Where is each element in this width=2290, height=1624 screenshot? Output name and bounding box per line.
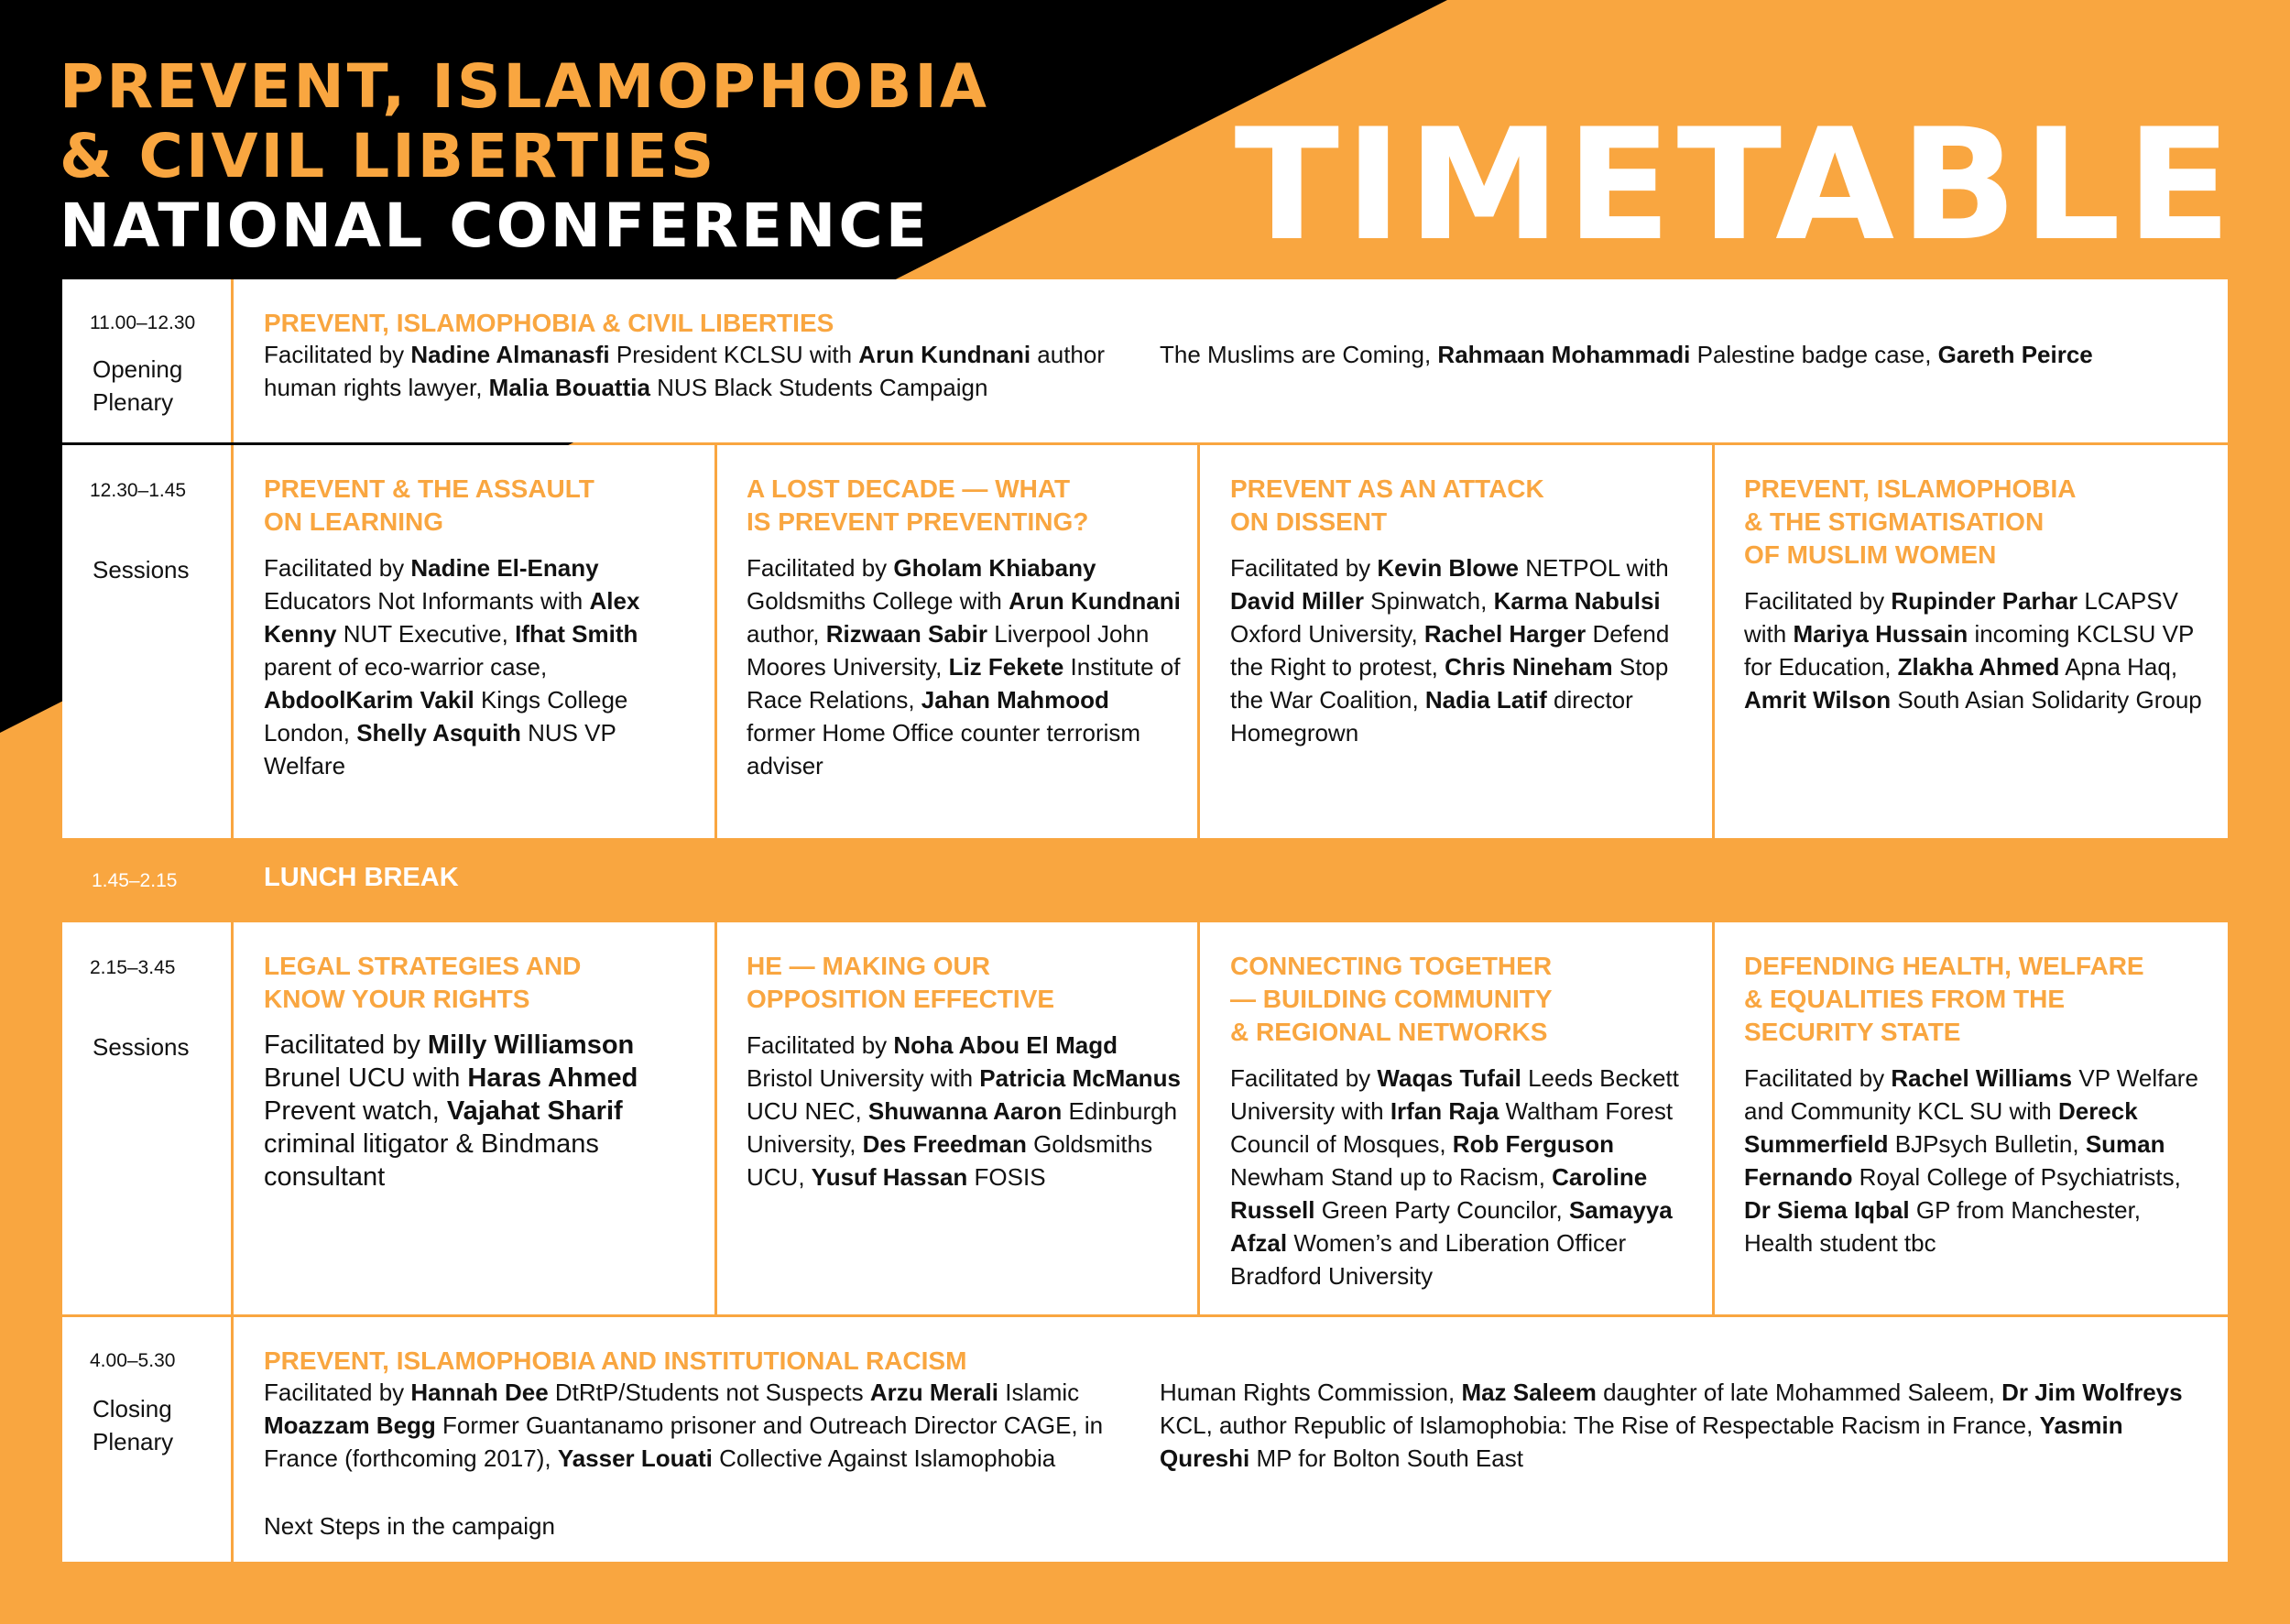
session-description-continued <box>1160 1376 2204 1475</box>
session-description <box>264 551 699 782</box>
participant-name: Suman Fernando <box>1744 1130 2165 1191</box>
divider <box>1197 445 1200 838</box>
morning-sessions-row <box>62 445 2228 838</box>
time-slot: 11.00–12.30 <box>90 312 196 333</box>
participant-name: Rizwaan Sabir <box>825 620 988 648</box>
session-cell <box>1744 473 2211 716</box>
session-cell <box>264 307 2197 340</box>
description-text: Institute of Race Relations, <box>747 653 1181 714</box>
description-text: Goldsmiths College with <box>747 587 1009 615</box>
description-text: Facilitated by <box>1744 1064 1892 1092</box>
description-text: Defend the Right to protest, <box>1230 620 1670 681</box>
participant-name: Dr Jim Wolfreys <box>2001 1379 2183 1406</box>
divider <box>714 922 717 1314</box>
participant-name: Irfan Raja <box>1390 1097 1499 1125</box>
participant-name: Kevin Blowe <box>1377 554 1519 582</box>
session-title: A LOST DECADE — WHAT IS PREVENT PREVENTING? <box>747 474 1089 536</box>
participant-name: Arun Kundnani <box>858 341 1031 368</box>
divider <box>1712 445 1715 838</box>
description-text: Women’s and Liberation Officer Bradford University <box>1230 1229 1627 1290</box>
participant-name: Maz Saleem <box>1461 1379 1597 1406</box>
description-text: Oxford University, <box>1230 620 1424 648</box>
participant-name: Milly Williamson <box>427 1030 635 1060</box>
description-text: Human Rights Commission, <box>1160 1379 1462 1406</box>
session-cell <box>264 473 699 782</box>
description-text: LCAPSV with <box>1744 587 2178 648</box>
participant-name: AbdoolKarim Vakil <box>264 686 474 714</box>
description-text: NUT Executive, <box>336 620 516 648</box>
afternoon-sessions-row <box>62 922 2228 1314</box>
slot-label: Sessions <box>93 1033 190 1061</box>
description-text: MP for Bolton South East <box>1249 1444 1523 1472</box>
description-text: Former Guantanamo prisoner and Outreach Director CAGE, in France (forthcoming 2017), <box>264 1411 1104 1472</box>
description-text: Green Party Councilor, <box>1314 1196 1569 1224</box>
participant-name: Arzu Merali <box>869 1379 999 1406</box>
participant-name: Rahmaan Mohammadi <box>1437 341 1691 368</box>
description-text: Newham Stand up to Racism, <box>1230 1163 1553 1191</box>
divider <box>231 279 234 442</box>
participant-name: Vajahat Sharif <box>446 1096 623 1126</box>
participant-name: Yasser Louati <box>557 1444 713 1472</box>
description-text: NETPOL with <box>1519 554 1669 582</box>
description-text: NUS VP Welfare <box>264 719 616 779</box>
participant-name: Nadine Almanasfi <box>410 341 610 368</box>
description-text: UCU NEC, <box>747 1097 868 1125</box>
description-text: Brunel UCU with <box>264 1063 468 1093</box>
description-text: Palestine badge case, <box>1690 341 1938 368</box>
participant-name: Chris Nineham <box>1445 653 1613 681</box>
divider <box>714 445 717 838</box>
participant-name: Rachel Williams <box>1891 1064 2073 1092</box>
participant-name: Liz Fekete <box>948 653 1064 681</box>
session-title: PREVENT & THE ASSAULT ON LEARNING <box>264 474 594 536</box>
participant-name: Des Freedman <box>862 1130 1027 1158</box>
description-text: Facilitated by <box>747 1031 894 1059</box>
participant-name: Patricia McManus <box>979 1064 1181 1092</box>
participant-name: Samayya Afzal <box>1230 1196 1673 1257</box>
participant-name: Rob Ferguson <box>1452 1130 1615 1158</box>
participant-name: Arun Kundnani <box>1009 587 1181 615</box>
session-title: LEGAL STRATEGIES AND KNOW YOUR RIGHTS <box>264 952 582 1013</box>
description-text: Facilitated by <box>264 1030 428 1060</box>
participant-name: Amrit Wilson <box>1744 686 1892 714</box>
participant-name: Rupinder Parhar <box>1891 587 2078 615</box>
session-description <box>1744 584 2211 716</box>
description-text: VP Welfare and Community KCL SU with <box>1744 1064 2198 1125</box>
description-text: GP from Manchester, Health student tbc <box>1744 1196 2142 1257</box>
description-text: DtRtP/Students not Suspects <box>548 1379 870 1406</box>
session-cell <box>747 950 1182 1193</box>
description-text: incoming KCLSU VP for Education, <box>1744 620 2194 681</box>
slot-label: Closing Plenary <box>93 1395 174 1455</box>
description-text: Waltham Forest Council of Mosques, <box>1230 1097 1674 1158</box>
next-steps-text: Next Steps in the campaign <box>264 1512 555 1540</box>
description-text: former Home Office counter terrorism adviser <box>747 719 1141 779</box>
session-description <box>264 1376 1143 1475</box>
participant-name: Malia Bouattia <box>488 374 650 401</box>
description-text: BJPsych Bulletin, <box>1888 1130 2086 1158</box>
description-text: Kings College London, <box>264 686 628 747</box>
participant-name: Moazzam Begg <box>264 1411 436 1439</box>
description-text: President KCLSU with <box>609 341 859 368</box>
session-cell <box>264 950 699 1193</box>
session-cell <box>1230 950 1697 1292</box>
session-cell <box>1744 950 2211 1259</box>
description-text: Facilitated by <box>1744 587 1892 615</box>
description-text: Apna Haq, <box>2059 653 2178 681</box>
participant-name: Alex Kenny <box>264 587 640 648</box>
participant-name: Hannah Dee <box>410 1379 549 1406</box>
divider <box>1712 922 1715 1314</box>
session-title: HE — MAKING OUR OPPOSITION EFFECTIVE <box>747 952 1055 1013</box>
description-text: parent of eco-warrior case, <box>264 653 548 681</box>
description-text: Facilitated by <box>264 341 411 368</box>
description-text: daughter of late Mohammed Saleem, <box>1596 1379 2002 1406</box>
lunch-break-title: LUNCH BREAK <box>264 863 459 892</box>
participant-name: Dr Siema Iqbal <box>1744 1196 1910 1224</box>
description-text: The Muslims are Coming, <box>1160 341 1438 368</box>
description-text: Facilitated by <box>264 554 411 582</box>
session-title: DEFENDING HEALTH, WELFARE & EQUALITIES FROM THE SECURITY STATE <box>1744 952 2144 1046</box>
timetable-heading: TIMETABLE <box>1234 95 2237 275</box>
participant-name: Nadine El-Enany <box>410 554 599 582</box>
participant-name: Dereck Summerfield <box>1744 1097 2138 1158</box>
description-text: Educators Not Informants with <box>264 587 590 615</box>
participant-name: Nadia Latif <box>1424 686 1547 714</box>
description-text: Leeds Beckett University with <box>1230 1064 1679 1125</box>
session-description-continued <box>1160 338 2204 371</box>
description-text: Facilitated by <box>1230 554 1378 582</box>
participant-name: Yusuf Hassan <box>811 1163 968 1191</box>
participant-name: Gholam Khiabany <box>893 554 1096 582</box>
lunch-time-slot: 1.45–2.15 <box>92 870 178 891</box>
participant-name: Mariya Hussain <box>1793 620 1968 648</box>
session-description <box>747 551 1182 782</box>
description-text: criminal litigator & Bindmans consultant <box>264 1129 599 1192</box>
participant-name: Shelly Asquith <box>356 719 521 747</box>
description-text: FOSIS <box>967 1163 1046 1191</box>
description-text: Royal College of Psychiatrists, <box>1852 1163 2181 1191</box>
description-text: Goldsmiths UCU, <box>747 1130 1153 1191</box>
slot-label: Opening Plenary <box>93 355 183 416</box>
divider <box>231 922 234 1314</box>
slot-label: Sessions <box>93 556 190 583</box>
session-title: PREVENT, ISLAMOPHOBIA & CIVIL LIBERTIES <box>264 309 834 337</box>
session-title: CONNECTING TOGETHER — BUILDING COMMUNITY & REGIONAL NETWORKS <box>1230 952 1553 1046</box>
conference-title-line-2: & CIVIL LIBERTIES <box>60 121 717 191</box>
description-text: Spinwatch, <box>1363 587 1494 615</box>
session-cell <box>1230 473 1688 749</box>
description-text: KCL, author Republic of Islamophobia: The Rise of Respectable Racism in France, <box>1160 1411 2040 1439</box>
divider <box>231 1317 234 1562</box>
session-cell <box>264 1345 2197 1378</box>
participant-name: Yasmin Qureshi <box>1160 1411 2123 1472</box>
participant-name: Jahan Mahmood <box>921 686 1109 714</box>
description-text: Facilitated by <box>747 554 894 582</box>
divider <box>1197 922 1200 1314</box>
session-title: PREVENT AS AN ATTACK ON DISSENT <box>1230 474 1544 536</box>
session-description <box>264 338 1143 404</box>
participant-name: David Miller <box>1230 587 1364 615</box>
description-text: Stop the War Coalition, <box>1230 653 1669 714</box>
conference-title-line-1: PREVENT, ISLAMOPHOBIA <box>60 51 990 122</box>
session-cell <box>747 473 1182 782</box>
participant-name: Ifhat Smith <box>515 620 638 648</box>
time-slot: 4.00–5.30 <box>90 1350 176 1371</box>
participant-name: Haras Ahmed <box>467 1063 638 1093</box>
description-text: Islamic <box>998 1379 1080 1406</box>
description-text: Liverpool John Moores University, <box>747 620 1150 681</box>
session-title: PREVENT, ISLAMOPHOBIA AND INSTITUTIONAL RACISM <box>264 1346 967 1375</box>
description-text: Facilitated by <box>264 1379 411 1406</box>
description-text: Bristol University with <box>747 1064 980 1092</box>
session-description <box>264 1029 699 1193</box>
opening-plenary-row <box>62 279 2228 442</box>
divider <box>231 445 234 838</box>
participant-name: Rachel Harger <box>1423 620 1587 648</box>
description-text: author, <box>747 620 826 648</box>
participant-name: Caroline Russell <box>1230 1163 1648 1224</box>
description-text: Facilitated by <box>1230 1064 1378 1092</box>
participant-name: Noha Abou El Magd <box>893 1031 1118 1059</box>
time-slot: 2.15–3.45 <box>90 957 176 978</box>
conference-title-line-3: NATIONAL CONFERENCE <box>60 191 930 261</box>
description-text: Edinburgh University, <box>747 1097 1178 1158</box>
session-description <box>1230 551 1688 749</box>
description-text: Collective Against Islamophobia <box>712 1444 1056 1472</box>
session-description <box>1230 1062 1697 1292</box>
closing-plenary-row <box>62 1317 2228 1562</box>
time-slot: 12.30–1.45 <box>90 480 187 501</box>
description-text: South Asian Solidarity Group <box>1891 686 2202 714</box>
session-title: PREVENT, ISLAMOPHOBIA & THE STIGMATISATION OF MUSLIM WOMEN <box>1744 474 2077 569</box>
participant-name: Karma Nabulsi <box>1493 587 1661 615</box>
description-text: author human rights lawyer, <box>264 341 1106 401</box>
description-text: NUS Black Students Campaign <box>649 374 988 401</box>
participant-name: Waqas Tufail <box>1377 1064 1521 1092</box>
description-text: Prevent watch, <box>264 1096 447 1126</box>
participant-name: Gareth Peirce <box>1937 341 2093 368</box>
session-description <box>1744 1062 2211 1259</box>
description-text: director Homegrown <box>1230 686 1633 747</box>
participant-name: Shuwanna Aaron <box>867 1097 1063 1125</box>
session-description <box>747 1029 1182 1193</box>
participant-name: Zlakha Ahmed <box>1897 653 2060 681</box>
